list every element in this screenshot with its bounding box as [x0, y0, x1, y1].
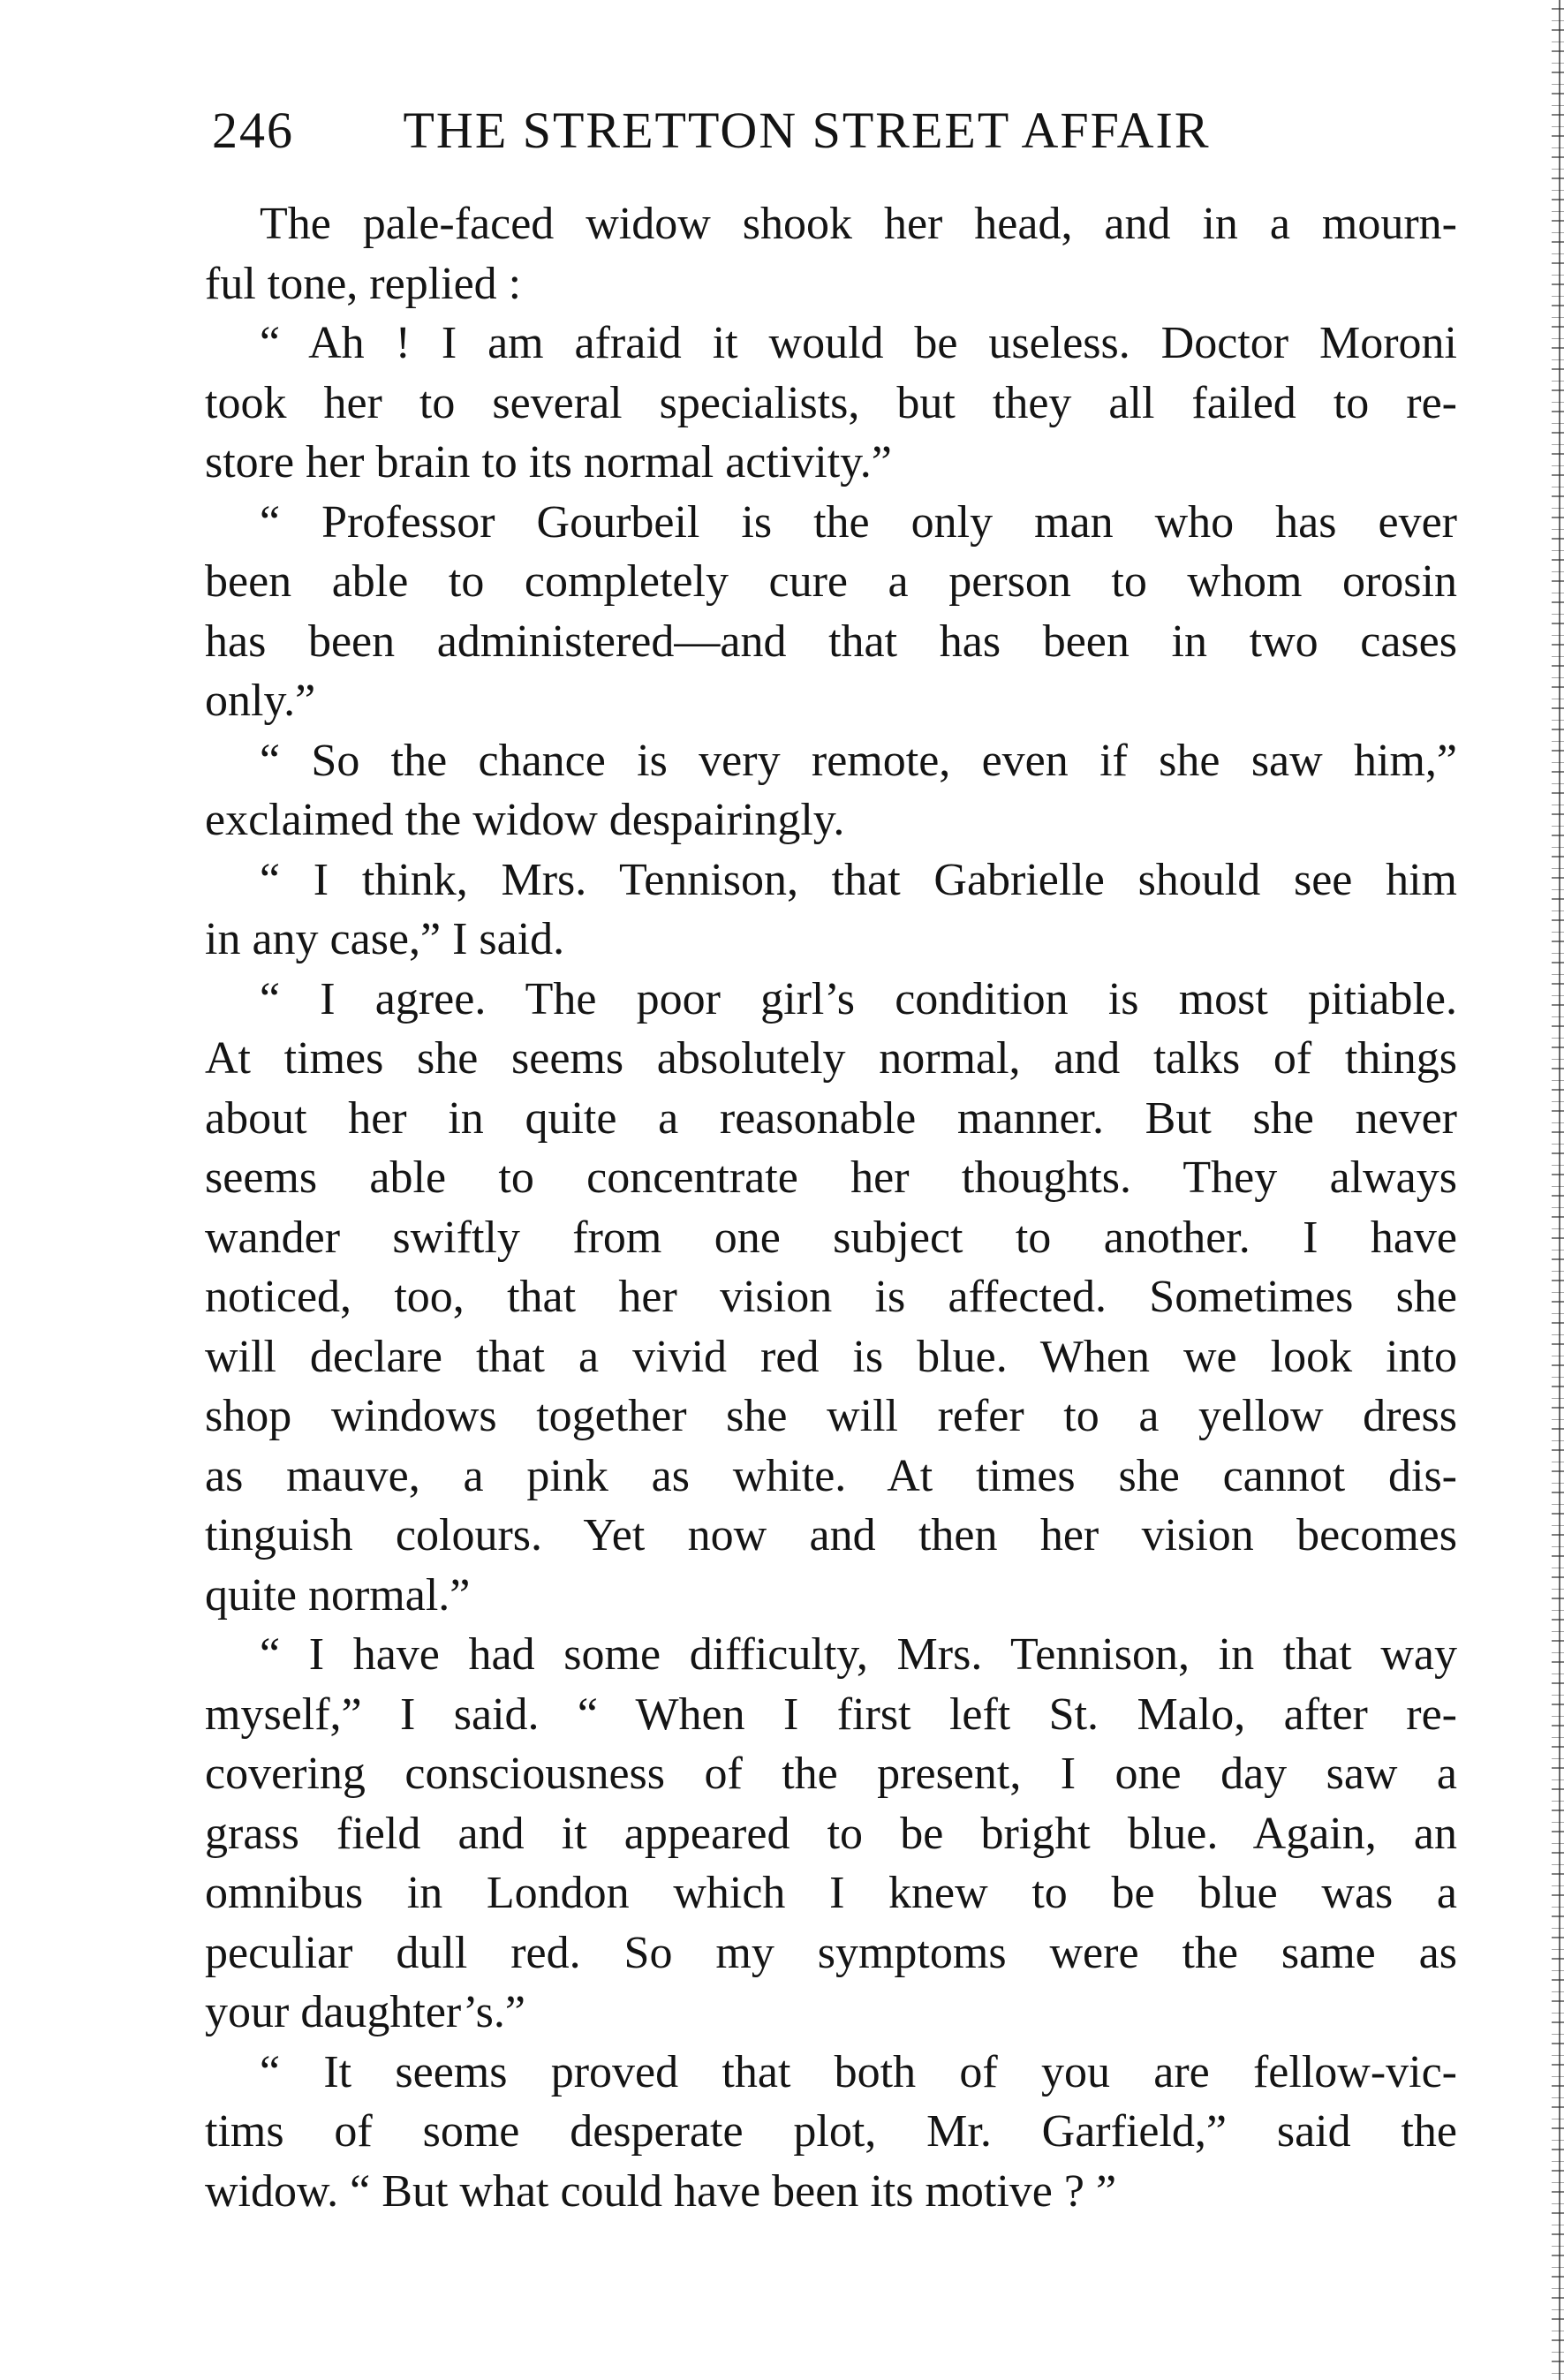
text-line: been able to completely cure a person to whom orosin	[205, 556, 1457, 607]
text-line: as mauve, a pink as white. At times she cannot dis-	[205, 1450, 1457, 1501]
running-title: THE STRETTON STREET AFFAIR	[403, 102, 1211, 159]
page-edge-scan-artifact	[1552, 0, 1564, 2380]
text-line: seems able to concentrate her thoughts. They always	[205, 1152, 1457, 1203]
text-line: store her brain to its normal activity.”	[205, 437, 892, 487]
page-edge-line	[1559, 0, 1560, 2380]
text-line: tinguish colours. Yet now and then her vision becomes	[205, 1510, 1457, 1560]
text-line: myself,” I said. “ When I first left St. Malo, after re-	[205, 1689, 1457, 1740]
text-line: “ Ah ! I am afraid it would be useless. Doctor Moroni	[260, 318, 1457, 368]
text-line: “ I agree. The poor girl’s condition is most pitiable.	[260, 973, 1457, 1024]
page-number: 246	[212, 102, 294, 159]
text-line: “ Professor Gourbeil is the only man who has ever	[260, 496, 1457, 548]
text-line: about her in quite a reasonable manner. But she never	[205, 1092, 1457, 1144]
text-line: The pale-faced widow shook her head, and in a mourn-	[260, 199, 1457, 249]
text-line: will declare that a vivid red is blue. When we look into	[205, 1331, 1457, 1382]
text-line: At times she seems absolutely normal, and talks of things	[205, 1033, 1457, 1084]
text-line: exclaimed the widow despairingly.	[205, 795, 845, 845]
text-line: “ I have had some difficulty, Mrs. Tennison, in that way	[260, 1629, 1457, 1680]
text-line: widow. “ But what could have been its motive ? ”	[205, 2165, 1117, 2217]
text-line: has been administered—and that has been in two cases	[205, 616, 1457, 667]
text-line: your daughter’s.”	[205, 1987, 525, 2037]
text-line: only.”	[205, 676, 316, 726]
text-line: quite normal.”	[205, 1569, 471, 1621]
text-line: noticed, too, that her vision is affected. Sometimes she	[205, 1272, 1457, 1322]
text-line: ful tone, replied :	[205, 258, 522, 309]
text-line: shop windows together she will refer to a yellow dress	[205, 1391, 1457, 1441]
text-line: tims of some desperate plot, Mr. Garfield,” said the	[205, 2106, 1457, 2157]
running-head	[212, 95, 1448, 166]
text-line: wander swiftly from one subject to another. I have	[205, 1212, 1457, 1263]
text-line: “ I think, Mrs. Tennison, that Gabrielle should see him	[260, 854, 1457, 905]
body-text	[205, 194, 1457, 2221]
text-line: took her to several specialists, but they all failed to re-	[205, 377, 1457, 428]
text-line: omnibus in London which I knew to be blue was a	[205, 1868, 1457, 1918]
text-line: covering consciousness of the present, I one day saw a	[205, 1749, 1457, 1799]
text-line: “ So the chance is very remote, even if she saw him,”	[260, 735, 1457, 786]
text-line: grass field and it appeared to be bright blue. Again, an	[205, 1808, 1457, 1859]
text-line: “ It seems proved that both of you are fellow-vic-	[260, 2046, 1457, 2097]
text-line: in any case,” I said.	[205, 914, 565, 964]
text-line: peculiar dull red. So my symptoms were the same as	[205, 1927, 1457, 1978]
